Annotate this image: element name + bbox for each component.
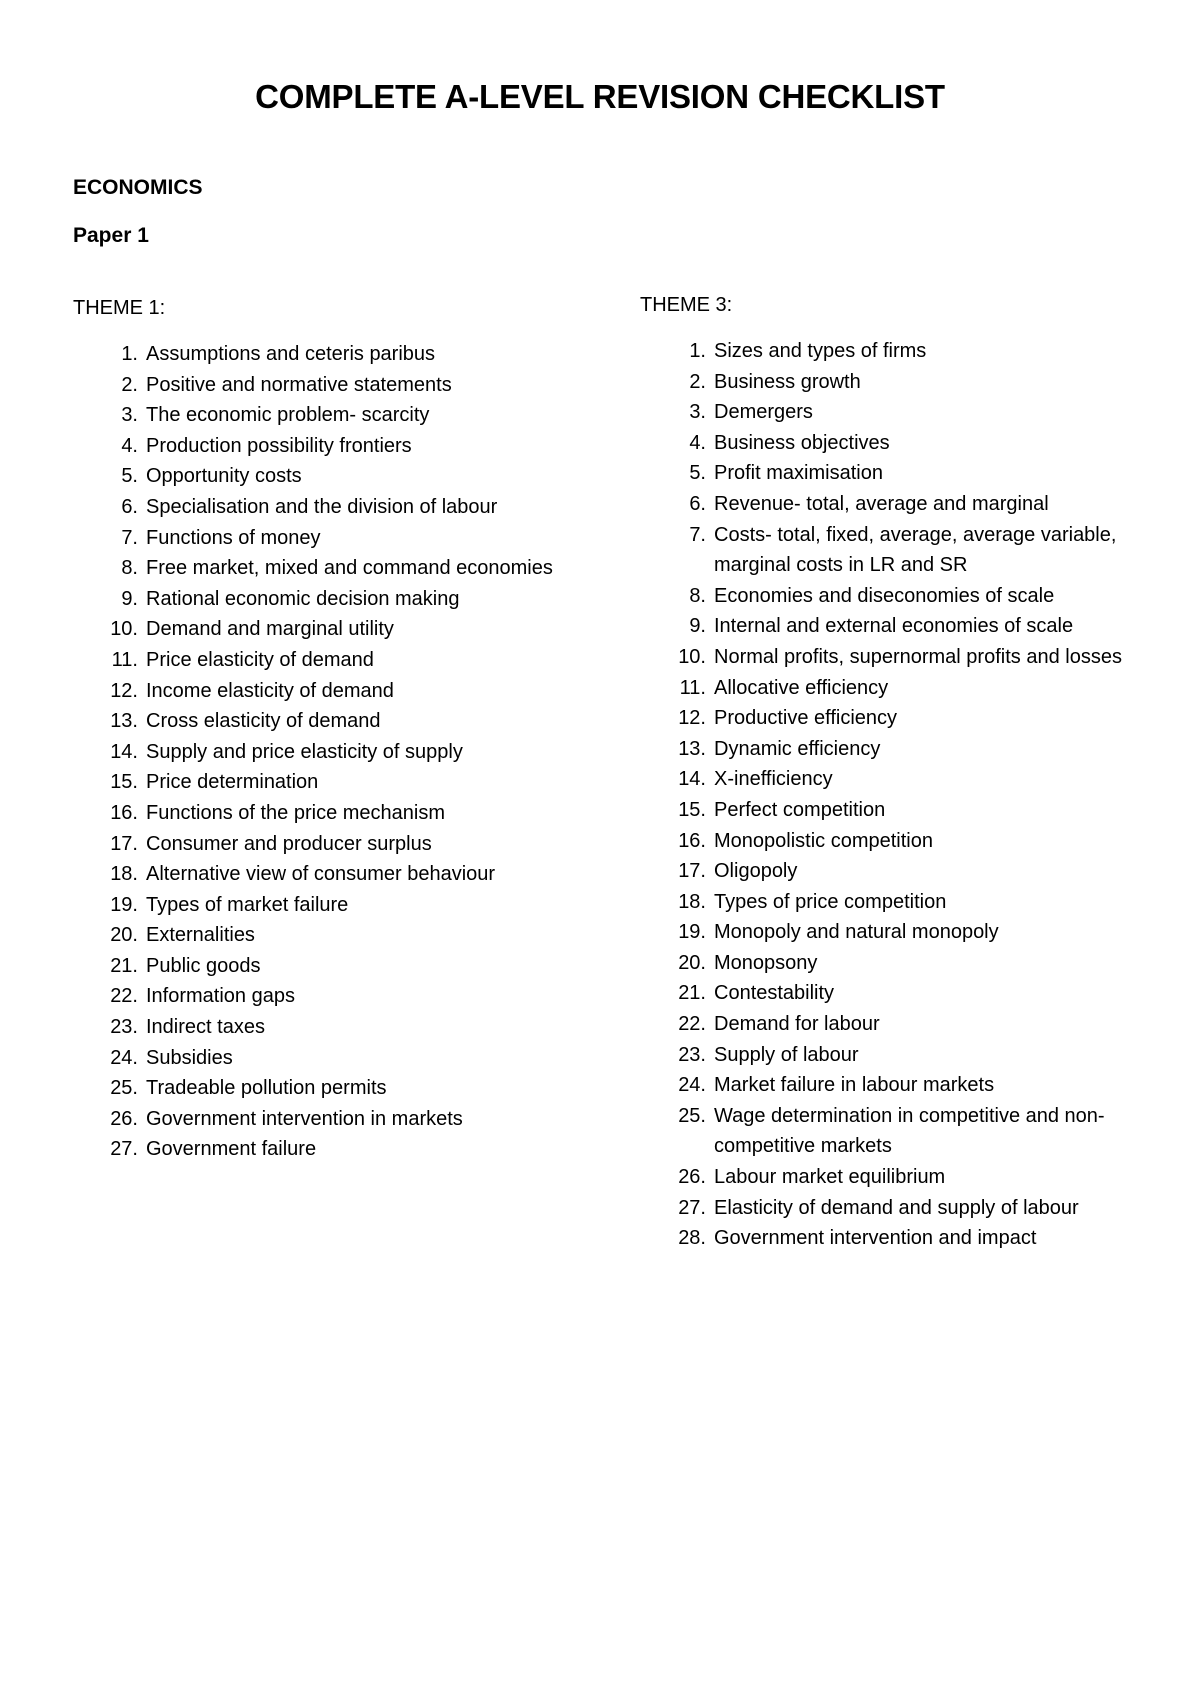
item-number: 10.: [110, 618, 138, 641]
checklist-item: [668, 1009, 1138, 1040]
item-text: Cross elasticity of demand: [146, 710, 381, 733]
item-text: X-inefficiency: [714, 768, 833, 791]
item-number: 4.: [689, 431, 706, 454]
item-text: Rational economic decision making: [146, 587, 460, 610]
item-text: Consumer and producer surplus: [146, 832, 432, 855]
item-number: 9.: [121, 587, 138, 610]
checklist-item: [100, 645, 560, 676]
checklist-item: [668, 1070, 1138, 1101]
checklist-item: [668, 917, 1138, 948]
item-number: 3.: [689, 401, 706, 424]
checklist-item: [100, 1104, 560, 1135]
item-text: Monopoly and natural monopoly: [714, 921, 999, 944]
checklist-item: [100, 829, 560, 860]
document-title: COMPLETE A-LEVEL REVISION CHECKLIST: [255, 78, 945, 115]
checklist-item: [668, 795, 1138, 826]
item-text: Market failure in labour markets: [714, 1074, 995, 1097]
item-number: 14.: [678, 768, 706, 791]
item-number: 20.: [678, 951, 706, 974]
theme1-heading: THEME 1:: [73, 297, 166, 319]
checklist-item: [668, 856, 1138, 887]
item-number: 15.: [678, 798, 706, 821]
checklist-item: [668, 948, 1138, 979]
item-text: Price determination: [146, 771, 319, 794]
checklist-item: [668, 764, 1138, 795]
item-number: 17.: [678, 860, 706, 883]
checklist-item: [668, 1040, 1138, 1071]
item-text: Demand and marginal utility: [146, 618, 394, 641]
checklist-item: [100, 553, 560, 584]
item-number: 7.: [689, 523, 706, 546]
item-text: Business growth: [714, 370, 861, 393]
item-number: 3.: [121, 404, 138, 427]
item-number: 25.: [678, 1104, 706, 1127]
item-number: 23.: [678, 1043, 706, 1066]
checklist-item: [100, 859, 560, 890]
checklist-item: [668, 734, 1138, 765]
item-text: Government failure: [146, 1138, 317, 1161]
checklist-item: [668, 978, 1138, 1009]
checklist-item: [100, 1134, 560, 1165]
item-text: Costs- total, fixed, average, average variable, marginal costs in LR and SR: [714, 523, 1117, 577]
checklist-item: [100, 614, 560, 645]
item-number: 21.: [678, 982, 706, 1005]
item-text: Government intervention and impact: [714, 1227, 1037, 1250]
item-number: 22.: [110, 985, 138, 1008]
item-number: 24.: [110, 1046, 138, 1069]
item-number: 13.: [678, 737, 706, 760]
checklist-item: [100, 431, 560, 462]
checklist-item: [100, 461, 560, 492]
item-number: 13.: [110, 710, 138, 733]
item-text: Revenue- total, average and marginal: [714, 492, 1049, 515]
checklist-item: [668, 458, 1138, 489]
item-number: 19.: [110, 893, 138, 916]
checklist-item: [100, 1043, 560, 1074]
item-number: 26.: [678, 1166, 706, 1189]
item-number: 2.: [121, 373, 138, 396]
item-text: Contestability: [714, 982, 835, 1005]
item-number: 27.: [110, 1138, 138, 1161]
item-number: 16.: [678, 829, 706, 852]
item-text: Specialisation and the division of labour: [146, 495, 498, 518]
checklist-item: [100, 676, 560, 707]
item-number: 8.: [121, 557, 138, 580]
checklist-item: [100, 1012, 560, 1043]
item-text: Income elasticity of demand: [146, 679, 394, 702]
item-text: Perfect competition: [714, 798, 886, 821]
checklist-item: [100, 400, 560, 431]
item-number: 20.: [110, 924, 138, 947]
item-text: Internal and external economies of scale: [714, 615, 1074, 638]
checklist-item: [668, 826, 1138, 857]
item-number: 9.: [689, 615, 706, 638]
item-text: Types of price competition: [714, 890, 947, 913]
checklist-item: [668, 397, 1138, 428]
item-text: Profit maximisation: [714, 462, 883, 485]
item-text: Labour market equilibrium: [714, 1166, 946, 1189]
item-number: 6.: [689, 492, 706, 515]
item-text: Allocative efficiency: [714, 676, 889, 699]
item-text: Monopsony: [714, 951, 818, 974]
item-text: Productive efficiency: [714, 707, 898, 730]
item-text: Sizes and types of firms: [714, 340, 927, 362]
checklist-item: [100, 767, 560, 798]
item-text: Oligopoly: [714, 860, 798, 883]
item-number: 26.: [110, 1107, 138, 1130]
item-number: 18.: [110, 863, 138, 886]
checklist-item: [100, 798, 560, 829]
checklist-item: [668, 520, 1138, 581]
item-number: 12.: [110, 679, 138, 702]
item-text: Business objectives: [714, 431, 890, 454]
item-text: Functions of money: [146, 526, 321, 549]
item-text: Subsidies: [146, 1046, 233, 1069]
item-text: Indirect taxes: [146, 1016, 265, 1039]
item-text: The economic problem- scarcity: [146, 404, 430, 427]
item-text: Functions of the price mechanism: [146, 801, 446, 824]
item-text: Free market, mixed and command economies: [146, 557, 553, 580]
item-text: Assumptions and ceteris paribus: [146, 343, 436, 365]
item-text: Types of market failure: [146, 893, 349, 916]
item-text: Alternative view of consumer behaviour: [146, 863, 496, 886]
item-number: 15.: [110, 771, 138, 794]
item-number: 11.: [679, 676, 706, 699]
item-number: 1.: [689, 340, 706, 362]
item-number: 16.: [110, 801, 138, 824]
item-text: Supply and price elasticity of supply: [146, 740, 463, 763]
checklist-item: [668, 887, 1138, 918]
item-text: Supply of labour: [714, 1043, 859, 1066]
item-number: 27.: [678, 1196, 706, 1219]
item-text: Positive and normative statements: [146, 373, 452, 396]
item-number: 28.: [678, 1227, 706, 1250]
item-number: 4.: [121, 434, 138, 457]
checklist-item: [100, 370, 560, 401]
checklist-item: [100, 584, 560, 615]
item-text: Price elasticity of demand: [146, 648, 374, 671]
checklist-item: [668, 1223, 1138, 1254]
item-text: Monopolistic competition: [714, 829, 933, 852]
checklist-item: [100, 737, 560, 768]
checklist-item: [100, 492, 560, 523]
item-text: Information gaps: [146, 985, 295, 1008]
item-text: Production possibility frontiers: [146, 434, 412, 457]
item-text: Government intervention in markets: [146, 1107, 463, 1130]
item-number: 8.: [689, 584, 706, 607]
checklist-item: [100, 981, 560, 1012]
item-text: Demand for labour: [714, 1013, 880, 1036]
item-number: 7.: [121, 526, 138, 549]
theme1-checklist: [100, 339, 560, 1165]
item-number: 12.: [678, 707, 706, 730]
checklist-item: [668, 367, 1138, 398]
checklist-item: [668, 673, 1138, 704]
item-text: Dynamic efficiency: [714, 737, 881, 760]
checklist-item: [668, 611, 1138, 642]
item-text: Externalities: [146, 924, 255, 947]
checklist-item: [100, 523, 560, 554]
checklist-item: [668, 581, 1138, 612]
theme3-heading: THEME 3:: [640, 294, 733, 316]
checklist-item: [668, 1193, 1138, 1224]
item-number: 18.: [678, 890, 706, 913]
item-text: Elasticity of demand and supply of labour: [714, 1196, 1079, 1219]
item-text: Demergers: [714, 401, 813, 424]
checklist-item: [668, 642, 1138, 673]
item-number: 6.: [121, 495, 138, 518]
checklist-item: [668, 336, 1138, 367]
item-number: 23.: [110, 1016, 138, 1039]
item-number: 17.: [110, 832, 138, 855]
item-number: 24.: [678, 1074, 706, 1097]
checklist-item: [668, 703, 1138, 734]
checklist-item: [668, 489, 1138, 520]
subject-heading: ECONOMICS: [73, 176, 203, 199]
item-number: 1.: [121, 343, 138, 365]
item-number: 11.: [111, 648, 138, 671]
item-text: Wage determination in competitive and non-competitive markets: [714, 1104, 1105, 1158]
item-number: 21.: [110, 954, 138, 977]
item-text: Economies and diseconomies of scale: [714, 584, 1055, 607]
paper-heading: Paper 1: [73, 224, 149, 247]
checklist-item: [100, 706, 560, 737]
checklist-item: [100, 951, 560, 982]
item-number: 10.: [678, 645, 706, 668]
checklist-item: [100, 1073, 560, 1104]
item-text: Normal profits, supernormal profits and losses: [714, 645, 1122, 668]
item-text: Public goods: [146, 954, 261, 977]
item-number: 19.: [678, 921, 706, 944]
checklist-item: [668, 1101, 1138, 1162]
item-number: 14.: [110, 740, 138, 763]
item-number: 5.: [121, 465, 138, 488]
item-number: 25.: [110, 1077, 138, 1100]
item-number: 22.: [678, 1013, 706, 1036]
item-text: Opportunity costs: [146, 465, 302, 488]
item-number: 5.: [689, 462, 706, 485]
item-text: Tradeable pollution permits: [146, 1077, 387, 1100]
checklist-item: [100, 920, 560, 951]
checklist-item: [668, 428, 1138, 459]
item-number: 2.: [689, 370, 706, 393]
checklist-item: [100, 339, 560, 370]
theme3-checklist: [668, 336, 1138, 1254]
checklist-item: [668, 1162, 1138, 1193]
checklist-item: [100, 890, 560, 921]
